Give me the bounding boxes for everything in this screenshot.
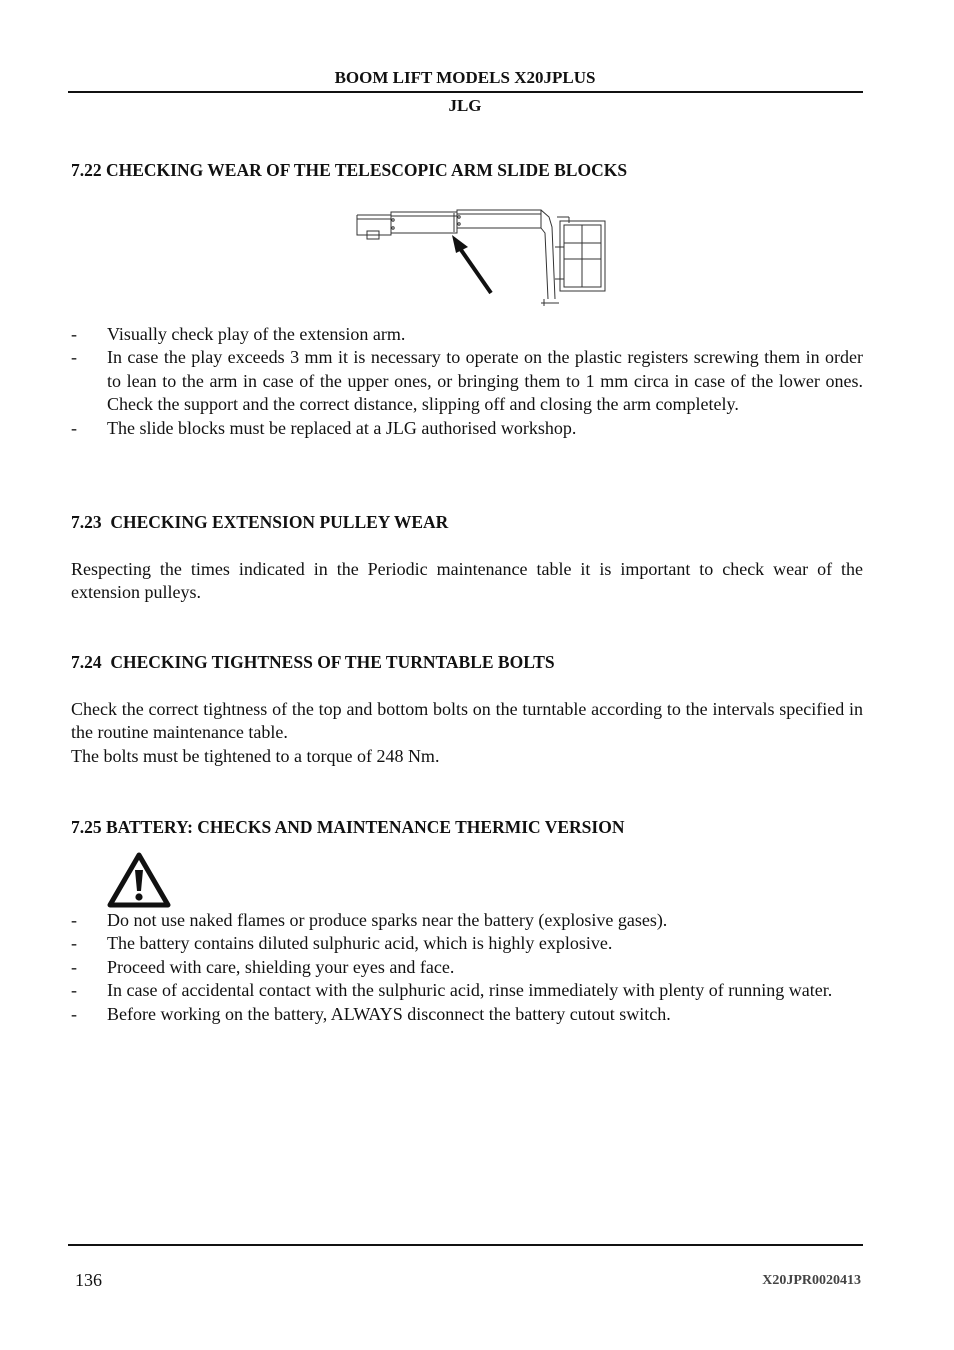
- bullet-list-7-25: [71, 909, 863, 1026]
- list-item: [71, 417, 863, 440]
- bullet-dash: -: [71, 956, 77, 977]
- warning-triangle-icon: [107, 852, 171, 908]
- list-item-text: Visually check play of the extension arm.: [107, 324, 406, 344]
- list-item-text: The slide blocks must be replaced at a JLG authorised workshop.: [107, 417, 577, 438]
- list-item-text: In case the play exceeds 3 mm it is necessary to operate on the plastic registers screwing them in order to lean to the arm in case of the upper ones, or bringing them to 1 mm circa in case of the lower ones. Check the support and the correct distance, slipping off and closing the arm completely.: [107, 347, 863, 415]
- bullet-list-7-22: [71, 323, 863, 440]
- header-title: BOOM LIFT MODELS X20JPLUS: [334, 68, 596, 87]
- section-heading-7-25: 7.25 BATTERY: CHECKS AND MAINTENANCE THERMIC VERSION: [71, 817, 625, 837]
- list-item: [71, 323, 863, 346]
- telescopic-arm-diagram: [355, 207, 611, 307]
- section-heading-7-23: 7.23 CHECKING EXTENSION PULLEY WEAR: [71, 512, 449, 532]
- list-item-text: In case of accidental contact with the sulphuric acid, rinse immediately with plenty of running water.: [107, 980, 833, 1001]
- paragraph-7-24-a: Check the correct tightness of the top and bottom bolts on the turntable according to the intervals specified in the routine maintenance table.: [71, 699, 863, 743]
- bullet-dash: -: [71, 980, 77, 1001]
- section-heading-7-22: 7.22 CHECKING WEAR OF THE TELESCOPIC ARM SLIDE BLOCKS: [71, 160, 628, 180]
- list-item: [71, 932, 863, 955]
- section-heading-7-24: 7.24 CHECKING TIGHTNESS OF THE TURNTABLE BOLTS: [71, 652, 555, 672]
- bullet-dash: -: [71, 324, 77, 344]
- bullet-dash: -: [71, 910, 77, 930]
- page-number: 136: [75, 1270, 102, 1290]
- footer-divider: [68, 1244, 863, 1246]
- bullet-dash: -: [71, 933, 77, 954]
- list-item-text: The battery contains diluted sulphuric acid, which is highly explosive.: [107, 933, 613, 954]
- list-item-text: Proceed with care, shielding your eyes and face.: [107, 956, 455, 977]
- list-item: [71, 956, 863, 979]
- list-item: [71, 346, 863, 416]
- header-brand: JLG: [448, 96, 482, 115]
- paragraph-7-23: Respecting the times indicated in the Periodic maintenance table it is important to check wear of the extension pulleys.: [71, 559, 863, 603]
- paragraph-7-24-b: The bolts must be tightened to a torque of 248 Nm.: [71, 746, 440, 766]
- list-item-text: Do not use naked flames or produce sparks near the battery (explosive gases).: [107, 910, 668, 930]
- list-item-text: Before working on the battery, ALWAYS disconnect the battery cutout switch.: [107, 1003, 671, 1024]
- list-item: [71, 979, 863, 1002]
- header-divider: [68, 91, 863, 93]
- document-code: X20JPR0020413: [762, 1273, 861, 1288]
- list-item: [71, 1003, 863, 1026]
- bullet-dash: -: [71, 417, 77, 438]
- list-item: [71, 909, 863, 932]
- bullet-dash: -: [71, 347, 77, 368]
- bullet-dash: -: [71, 1003, 77, 1024]
